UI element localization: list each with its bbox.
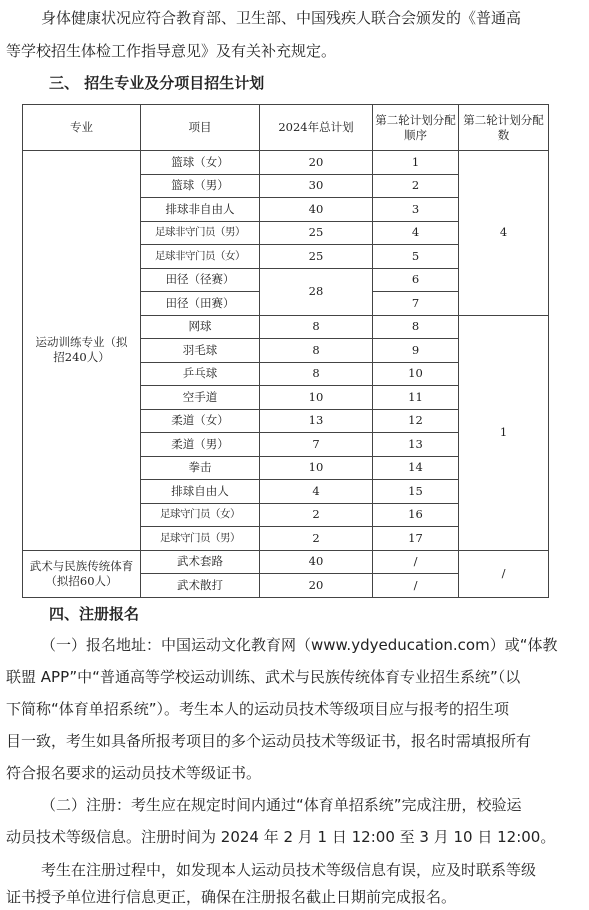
item-cell: 空手道 bbox=[141, 386, 260, 410]
order-cell: 15 bbox=[373, 480, 459, 504]
para2-line-1: （二）注册：考生应在规定时间内通过“体育单招系统”完成注册，校验运 bbox=[41, 796, 522, 814]
table-row bbox=[23, 151, 549, 175]
total-cell: 13 bbox=[260, 409, 373, 433]
order-cell: 6 bbox=[373, 268, 459, 292]
header-total: 2024年总计划 bbox=[260, 105, 373, 151]
major-sports-training: 运动训练专业（拟招240人） bbox=[23, 151, 141, 551]
order-cell: 13 bbox=[373, 433, 459, 457]
table-row bbox=[23, 550, 549, 574]
total-cell: 7 bbox=[260, 433, 373, 457]
total-cell-merged: 28 bbox=[260, 268, 373, 315]
para1-line-4: 目一致，考生如具备所报考项目的多个运动员技术等级证书，报名时需填报所有 bbox=[6, 732, 532, 750]
item-cell: 武术散打 bbox=[141, 574, 260, 598]
item-cell: 足球非守门员（男） bbox=[141, 221, 260, 245]
total-cell: 10 bbox=[260, 386, 373, 410]
para1-line-1: （一）报名地址：中国运动文化教育网（www.ydyeducation.com）或“体教 bbox=[41, 636, 558, 654]
total-cell: 8 bbox=[260, 315, 373, 339]
total-cell: 2 bbox=[260, 503, 373, 527]
order-cell: 14 bbox=[373, 456, 459, 480]
item-cell: 柔道（男） bbox=[141, 433, 260, 457]
order-cell: 10 bbox=[373, 362, 459, 386]
intro-line-1: 身体健康状况应符合教育部、卫生部、中国残疾人联合会颁发的《普通高 bbox=[41, 9, 522, 27]
item-cell: 田径（田赛） bbox=[141, 292, 260, 316]
item-cell: 篮球（女） bbox=[141, 151, 260, 175]
total-cell: 20 bbox=[260, 574, 373, 598]
para2-line-2: 动员技术等级信息。注册时间为 2024 年 2 月 1 日 12:00 至 3 月 10 日 12:00。 bbox=[6, 828, 556, 846]
count-group-1: 4 bbox=[459, 151, 549, 316]
item-cell: 篮球（男） bbox=[141, 174, 260, 198]
header-major: 专业 bbox=[23, 105, 141, 151]
total-cell: 40 bbox=[260, 198, 373, 222]
count-group-2: 1 bbox=[459, 315, 549, 550]
para1-line-3: 下简称“体育单招系统”）。考生本人的运动员技术等级项目应与报考的招生项 bbox=[6, 700, 510, 718]
total-cell: 4 bbox=[260, 480, 373, 504]
intro-line-2: 等学校招生体检工作指导意见》及有关补充规定。 bbox=[6, 42, 337, 60]
order-cell: 11 bbox=[373, 386, 459, 410]
count-group-3: / bbox=[459, 550, 549, 597]
item-cell: 网球 bbox=[141, 315, 260, 339]
section-4-heading: 四、注册报名 bbox=[49, 605, 140, 623]
total-cell: 40 bbox=[260, 550, 373, 574]
para3-line-2: 证书授予单位进行信息更正，确保在注册报名截止日期前完成报名。 bbox=[6, 888, 457, 906]
section-3-heading: 三、 招生专业及分项目招生计划 bbox=[49, 74, 265, 92]
total-cell: 8 bbox=[260, 339, 373, 363]
order-cell: 8 bbox=[373, 315, 459, 339]
total-cell: 30 bbox=[260, 174, 373, 198]
order-cell: 1 bbox=[373, 151, 459, 175]
order-cell: 4 bbox=[373, 221, 459, 245]
item-cell: 排球自由人 bbox=[141, 480, 260, 504]
header-item: 项目 bbox=[141, 105, 260, 151]
total-cell: 2 bbox=[260, 527, 373, 551]
order-cell: 16 bbox=[373, 503, 459, 527]
item-cell: 足球守门员（女） bbox=[141, 503, 260, 527]
item-cell: 拳击 bbox=[141, 456, 260, 480]
item-cell: 武术套路 bbox=[141, 550, 260, 574]
order-cell: 2 bbox=[373, 174, 459, 198]
order-cell: 17 bbox=[373, 527, 459, 551]
order-cell: / bbox=[373, 574, 459, 598]
para3-line-1: 考生在注册过程中，如发现本人运动员技术等级信息有误，应及时联系等级 bbox=[41, 861, 537, 879]
order-cell: 7 bbox=[373, 292, 459, 316]
major-wushu: 武术与民族传统体育（拟招60人） bbox=[23, 550, 141, 597]
table-header-row bbox=[23, 105, 549, 151]
header-order: 第二轮计划分配顺序 bbox=[373, 105, 459, 151]
item-cell: 柔道（女） bbox=[141, 409, 260, 433]
header-count: 第二轮计划分配数 bbox=[459, 105, 549, 151]
total-cell: 8 bbox=[260, 362, 373, 386]
item-cell: 足球守门员（男） bbox=[141, 527, 260, 551]
para1-line-5: 符合报名要求的运动员技术等级证书。 bbox=[6, 764, 262, 782]
total-cell: 25 bbox=[260, 245, 373, 269]
para1-line-2: 联盟 APP”中“普通高等学校运动训练、武术与民族传统体育专业招生系统”（以 bbox=[6, 668, 521, 686]
order-cell: 5 bbox=[373, 245, 459, 269]
total-cell: 10 bbox=[260, 456, 373, 480]
order-cell: 12 bbox=[373, 409, 459, 433]
item-cell: 羽毛球 bbox=[141, 339, 260, 363]
order-cell: 3 bbox=[373, 198, 459, 222]
item-cell: 足球非守门员（女） bbox=[141, 245, 260, 269]
total-cell: 20 bbox=[260, 151, 373, 175]
total-cell: 25 bbox=[260, 221, 373, 245]
order-cell: / bbox=[373, 550, 459, 574]
enrollment-plan-table bbox=[22, 104, 549, 598]
item-cell: 排球非自由人 bbox=[141, 198, 260, 222]
item-cell: 乒乓球 bbox=[141, 362, 260, 386]
item-cell: 田径（径赛） bbox=[141, 268, 260, 292]
order-cell: 9 bbox=[373, 339, 459, 363]
